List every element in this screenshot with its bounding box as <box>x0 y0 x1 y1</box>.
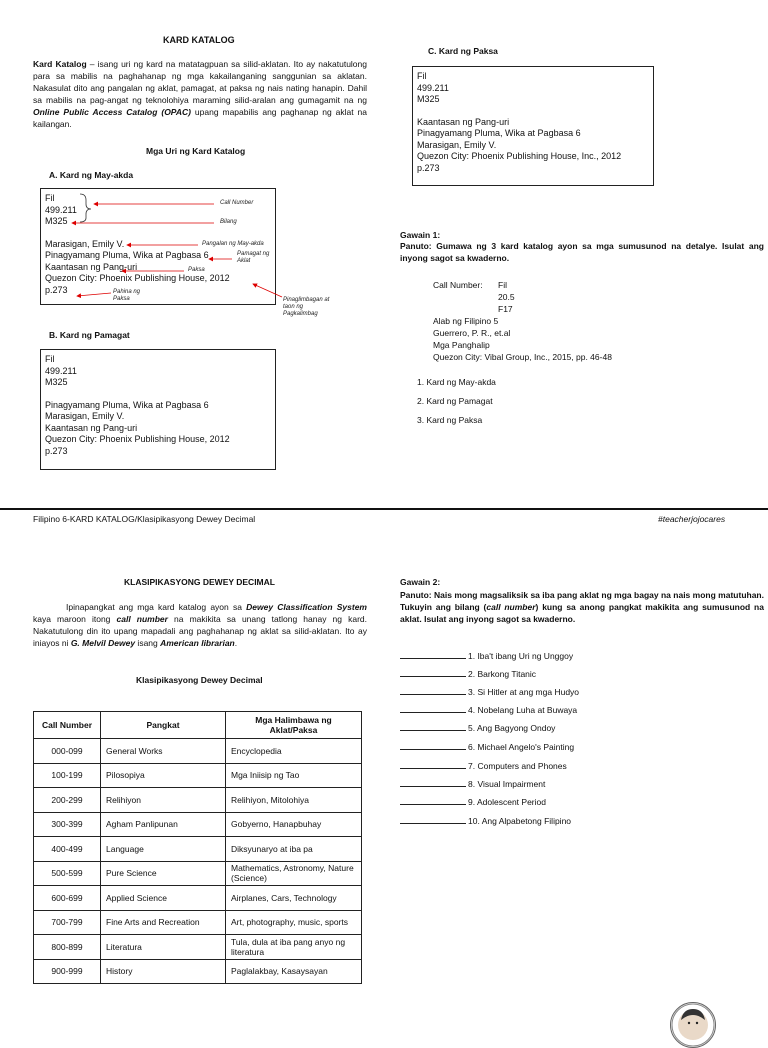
call-number-cell: 600-699 <box>34 886 101 911</box>
answer-item <box>400 722 555 734</box>
halimbawa-cell: Mathematics, Astronomy, Nature (Science) <box>226 861 362 886</box>
card-c-line: Pinagyamang Pluma, Wika at Pagbasa 6 <box>417 128 581 138</box>
answer-blank[interactable] <box>400 760 466 769</box>
table-title: Klasipikasyong Dewey Decimal <box>136 675 263 685</box>
section-a-heading: A. Kard ng May-akda <box>49 170 134 180</box>
call-number-cell: 900-999 <box>34 959 101 984</box>
gawain2-panuto-b: ) kung sa anong pangkat makikita ang sumusunod na aklat. Isulat ang inyong sagot sa kwaderno. <box>400 602 764 624</box>
dewey-name: G. Melvil Dewey <box>70 638 136 648</box>
card-a-line: Quezon City: Phoenix Publishing House, 2012 <box>45 273 230 283</box>
gawain2-label: Gawain 2: <box>400 577 441 587</box>
item-text: 3. Si Hitler at ang mga Hudyo <box>468 687 580 697</box>
note-bilang: Bilang <box>220 219 237 225</box>
dewey-intro-3: na makikita sa unang tatlong hanay ng kard. Nakatutulong din ito upang mapadali ang paghahanap ng aklat sa silid-aklatan. Ito ay iniayos ni <box>33 614 367 648</box>
american-librarian: American librarian <box>160 638 235 648</box>
bracket <box>80 194 91 222</box>
card-c-line: Quezon City: Phoenix Publishing House, Inc., 2012 <box>417 151 622 161</box>
card-b-line: Kaantasan ng Pang-uri <box>45 422 138 433</box>
card-a-line: p.273 <box>45 284 68 295</box>
pangkat-cell: Applied Science <box>101 886 226 911</box>
call-value: 20.5 <box>498 292 515 302</box>
table-row <box>34 763 362 788</box>
intro-term: Kard Katalog <box>33 59 87 69</box>
answer-blank[interactable] <box>400 686 466 695</box>
footer-left: Filipino 6-KARD KATALOG/Klasipikasyong Dewey Decimal <box>33 514 256 524</box>
halimbawa-cell: Encyclopedia <box>226 739 362 764</box>
section-c-heading: C. Kard ng Paksa <box>428 46 498 56</box>
table-row <box>34 739 362 764</box>
note-publisher: Pinaglimbagan at taon ng Pagkalimbag <box>283 297 330 317</box>
call-number-cell: 500-599 <box>34 861 101 886</box>
item-text: 6. Michael Angelo's Painting <box>468 742 575 752</box>
answer-blank[interactable] <box>400 668 466 677</box>
avatar-icon <box>671 1003 715 1047</box>
dewey-intro-4: isang <box>135 638 161 648</box>
answer-blank[interactable] <box>400 796 466 805</box>
item-text: 9. Adolescent Period <box>468 797 546 807</box>
gawain2-panuto <box>400 589 764 625</box>
answer-item <box>400 704 577 716</box>
dewey-intro-1: Ipinapangkat ang mga kard katalog ayon sa <box>66 602 247 612</box>
call-number-cell: 000-099 <box>34 739 101 764</box>
table-row <box>34 788 362 813</box>
task-item: 3. Kard ng Paksa <box>417 415 483 425</box>
page-divider <box>0 508 768 510</box>
card-a-line: M325 <box>45 216 68 226</box>
call-number-term: call number <box>116 614 168 624</box>
header-pangkat: Pangkat <box>101 712 226 739</box>
item-text: 5. Ang Bagyong Ondoy <box>468 723 556 733</box>
call-number-cell: 700-799 <box>34 910 101 935</box>
halimbawa-cell: Art, photography, music, sports <box>226 910 362 935</box>
pangkat-cell: Language <box>101 837 226 862</box>
opac-term: Online Public Access Catalog (OPAC) <box>33 107 191 117</box>
answer-blank[interactable] <box>400 778 466 787</box>
pangkat-cell: History <box>101 959 226 984</box>
card-c-line: 499.211 <box>417 82 449 93</box>
detail-line: Quezon City: Vibal Group, Inc., 2015, pp. 46-48 <box>433 352 612 362</box>
table-row <box>34 935 362 960</box>
table-body <box>34 739 362 984</box>
note-call-number: Call Number <box>220 200 254 206</box>
call-number-values <box>498 279 515 315</box>
call-number-cell: 200-299 <box>34 788 101 813</box>
dewey-intro <box>33 601 367 649</box>
gawain1-label: Gawain 1: <box>400 230 441 240</box>
card-b-line: Marasigan, Emily V. <box>45 411 125 421</box>
title-card <box>40 349 276 470</box>
card-b-line: M325 <box>45 377 68 387</box>
halimbawa-cell: Paglalakbay, Kasaysayan <box>226 959 362 984</box>
header-call-number: Call Number <box>34 712 101 739</box>
gawain2-panuto-a: Panuto: Nais mong magsaliksik sa iba pang aklat ng mga bagay na nais mong matutuhan. Tukuyin ang bilang ( <box>400 590 764 612</box>
answer-item <box>400 796 546 808</box>
pangkat-cell: General Works <box>101 739 226 764</box>
pangkat-cell: Relihiyon <box>101 788 226 813</box>
pangkat-cell: Pilosopiya <box>101 763 226 788</box>
dewey-intro-5: . <box>234 638 238 648</box>
arrow-pahina <box>77 293 111 296</box>
answer-item <box>400 815 571 827</box>
page1-title: KARD KATALOG <box>163 35 235 45</box>
card-b-line: p.273 <box>45 445 68 456</box>
note-paksa: Paksa <box>188 267 205 273</box>
section-b-heading: B. Kard ng Pamagat <box>49 330 130 340</box>
card-c-line: M325 <box>417 94 440 104</box>
card-c-line: Kaantasan ng Pang-uri <box>417 116 510 127</box>
card-a-line: Marasigan, Emily V. <box>45 238 125 249</box>
task-item: 1. Kard ng May-akda <box>417 377 496 387</box>
answer-item <box>400 760 567 772</box>
gawain1-panuto: Panuto: Gumawa ng 3 kard katalog ayon sa mga sumusunod na detalye. Isulat ang inyong sagot sa kwaderno. <box>400 241 764 263</box>
answer-item <box>400 741 574 753</box>
author-avatar <box>670 1002 716 1048</box>
pangkat-cell: Literatura <box>101 935 226 960</box>
answer-item <box>400 668 536 680</box>
card-a-line: 499.211 <box>45 204 77 215</box>
card-c-line: Fil <box>417 71 427 81</box>
subject-card <box>412 66 654 186</box>
dewey-table <box>33 711 362 984</box>
detail-line: Mga Panghalip <box>433 340 490 350</box>
card-a-line: Fil <box>45 193 55 203</box>
answer-item <box>400 686 579 698</box>
answer-blank[interactable] <box>400 704 466 713</box>
call-value: F17 <box>498 304 513 314</box>
item-text: 4. Nobelang Luha at Buwaya <box>468 705 578 715</box>
item-text: 10. Ang Alpabetong Filipino <box>468 816 572 826</box>
item-text: 8. Visual Impairment <box>468 779 546 789</box>
note-author: Pangalan ng May-akda <box>202 241 264 247</box>
halimbawa-cell: Mga Iniisip ng Tao <box>226 763 362 788</box>
halimbawa-cell: Tula, dula at iba pang anyo ng literatura <box>226 935 362 960</box>
halimbawa-cell: Airplanes, Cars, Technology <box>226 886 362 911</box>
types-heading: Mga Uri ng Kard Katalog <box>146 146 246 156</box>
table-row <box>34 959 362 984</box>
halimbawa-cell: Diksyunaryo at iba pa <box>226 837 362 862</box>
task-item: 2. Kard ng Pamagat <box>417 396 493 406</box>
item-text: 7. Computers and Phones <box>468 761 567 771</box>
card-b-line: Quezon City: Phoenix Publishing House, 2012 <box>45 434 230 444</box>
detail-line: Guerrero, P. R., et.al <box>433 328 511 338</box>
note-pahina: Pahina ng Paksa <box>113 289 141 302</box>
intro-end: upang mapabilis ang paghanap ng aklat na kailangan. <box>33 107 368 129</box>
arrow-publisher <box>253 284 282 297</box>
pangkat-cell: Fine Arts and Recreation <box>101 910 226 935</box>
gawain2-call-number: call number <box>486 602 536 612</box>
table-row <box>34 837 362 862</box>
item-text: 2. Barkong Titanic <box>468 669 537 679</box>
card-c-line: p.273 <box>417 162 440 173</box>
card-a-line: Pinagyamang Pluma, Wika at Pagbasa 6 <box>45 250 209 260</box>
answer-item <box>400 778 545 790</box>
card-b-line: 499.211 <box>45 365 77 376</box>
call-number-label: Call Number: <box>433 280 483 290</box>
card-c-line: Marasigan, Emily V. <box>417 139 497 150</box>
card-a-line: Kaantasan ng Pang-uri <box>45 261 138 272</box>
detail-line: Alab ng Filipino 5 <box>433 316 499 326</box>
answer-blank[interactable] <box>400 815 466 824</box>
table-row <box>34 861 362 886</box>
call-number-cell: 100-199 <box>34 763 101 788</box>
answer-item <box>400 650 573 662</box>
answer-blank[interactable] <box>400 650 466 659</box>
table-row <box>34 812 362 837</box>
card-b-line: Fil <box>45 354 55 364</box>
item-text: 1. Iba't ibang Uri ng Unggoy <box>468 651 574 661</box>
dewey-intro-2: kaya maroon itong <box>33 614 117 624</box>
table-row <box>34 910 362 935</box>
footer-right: #teacherjojocares <box>658 514 726 524</box>
call-number-cell: 400-499 <box>34 837 101 862</box>
intro-text: – isang uri ng kard na matatagpuan sa silid-aklatan. Ito ay nakatutulong para sa mabilis na paghahanap ng mga kakailanganing sanggunian sa aklatan. Nakasulat dito ang pangalan ng aklat, pamagat, at paksa ng nais nating hanapin. Dahil sa mabilis na pag-angat ng teknolohiya maraming silid-aralan ang gumagamit na ng <box>33 59 367 105</box>
table-row <box>34 886 362 911</box>
halimbawa-cell: Relihiyon, Mitolohiya <box>226 788 362 813</box>
card-b-line: Pinagyamang Pluma, Wika at Pagbasa 6 <box>45 399 209 410</box>
call-value: Fil <box>498 280 507 290</box>
halimbawa-cell: Gobyerno, Hanapbuhay <box>226 812 362 837</box>
header-halimbawa: Mga Halimbawa ng Aklat/Paksa <box>226 712 362 739</box>
pangkat-cell: Agham Panlipunan <box>101 812 226 837</box>
table-header-row <box>34 712 362 739</box>
call-number-cell: 300-399 <box>34 812 101 837</box>
page2-title: KLASIPIKASYONG DEWEY DECIMAL <box>124 577 275 587</box>
pangkat-cell: Pure Science <box>101 861 226 886</box>
answer-blank[interactable] <box>400 722 466 731</box>
call-number-cell: 800-899 <box>34 935 101 960</box>
note-title: Pamagat ng Aklat <box>237 251 270 264</box>
book-details <box>433 315 612 363</box>
dcs-term: Dewey Classification System <box>246 602 367 612</box>
answer-blank[interactable] <box>400 741 466 750</box>
